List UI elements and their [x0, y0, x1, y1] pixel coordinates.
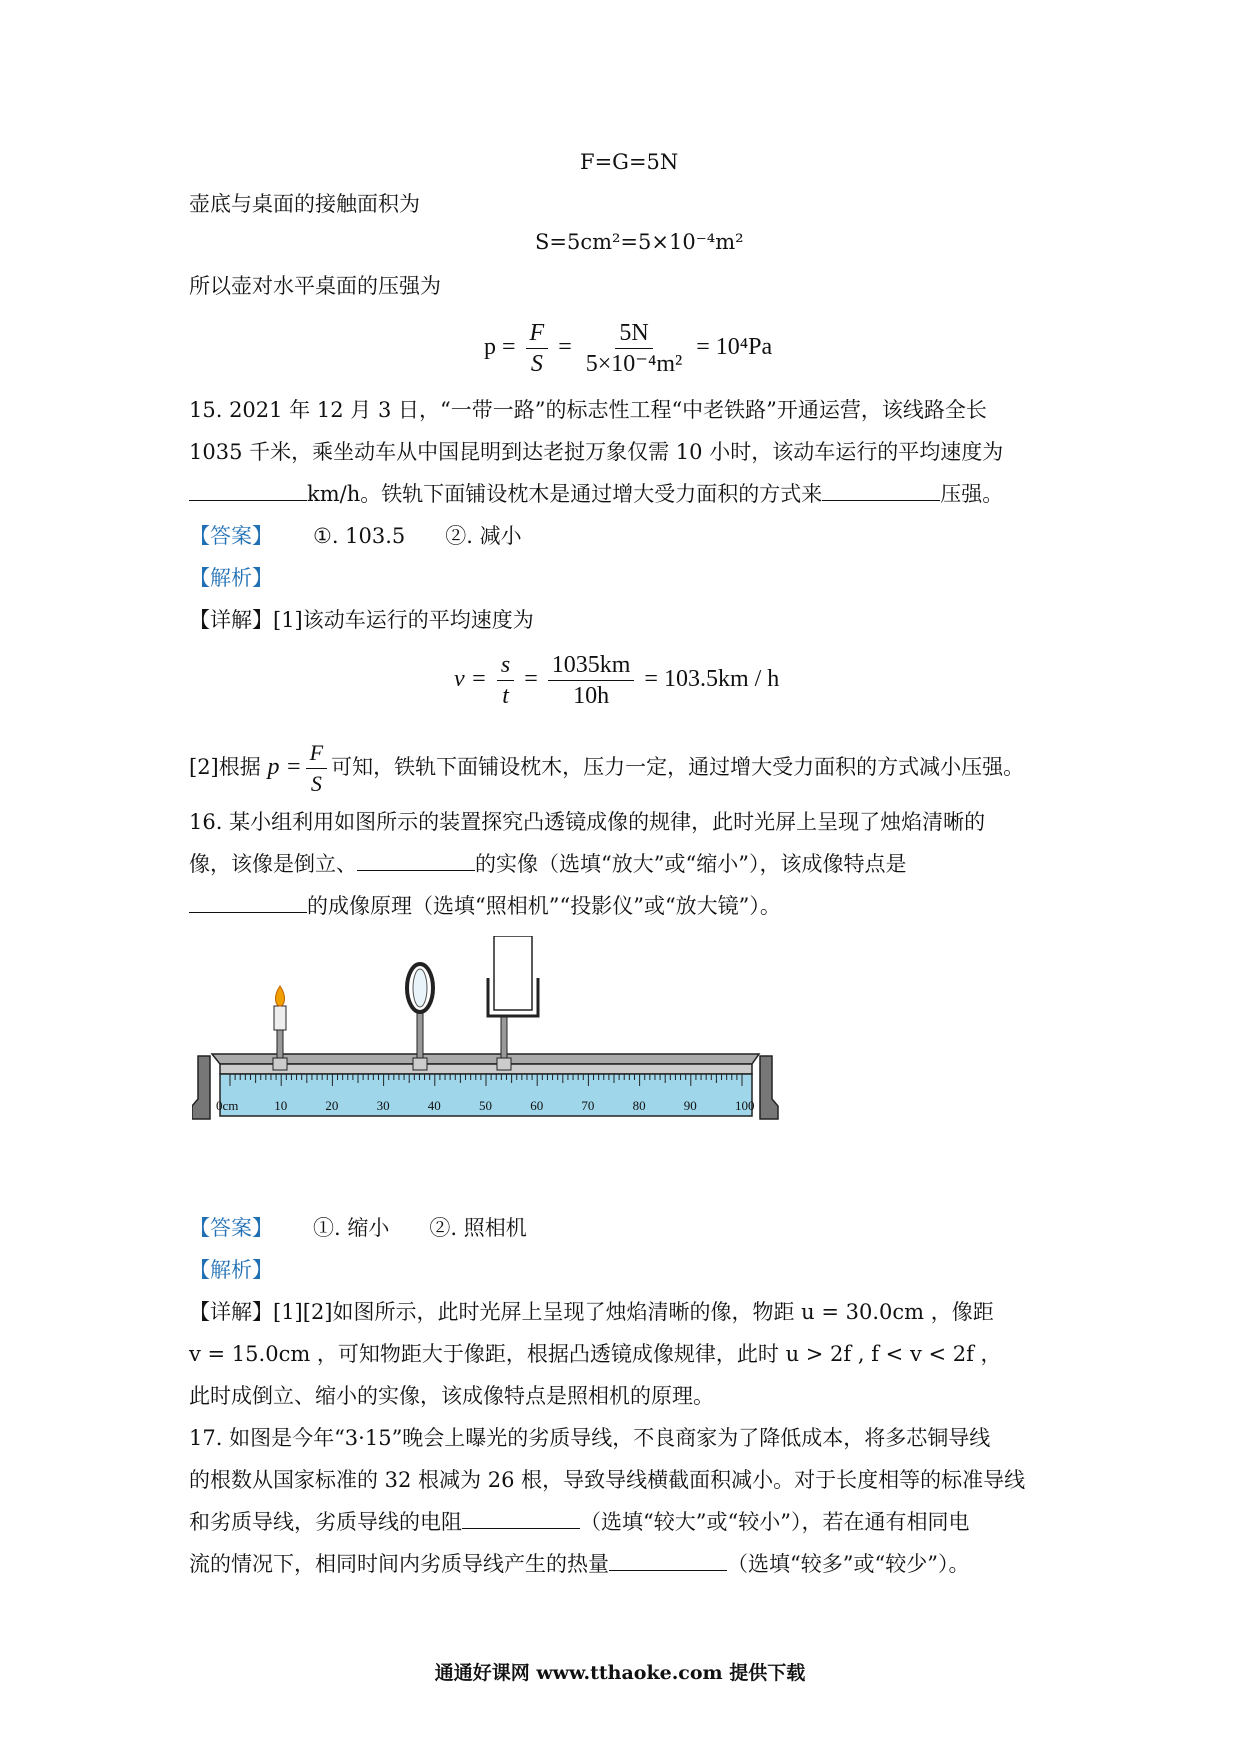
answer-blank[interactable] [189, 892, 307, 913]
answer-blank[interactable] [609, 1550, 727, 1571]
ruler-label: 40 [427, 1098, 441, 1113]
answer-blank[interactable] [822, 480, 940, 501]
ruler-label: 70 [581, 1098, 595, 1113]
q16-line3: 的成像原理（选填“照相机”“投影仪”或“放大镜”）。 [189, 892, 781, 920]
ruler-label: 30 [376, 1098, 390, 1113]
q16-answer: 【答案】 ①. 缩小 ②. 照相机 [189, 1216, 527, 1240]
q17-line4: 流的情况下，相同时间内劣质导线产生的热量 （选填“较多”或“较少”）。 [189, 1552, 970, 1576]
ruler-label: 10 [274, 1098, 288, 1113]
q16-detail1: 【详解】[1][2]如图所示，此时光屏上呈现了烛焰清晰的像，物距 u = 30.0cm ，像距 [189, 1300, 994, 1324]
q16-line2: 像，该像是倒立、 的实像（选填“放大”或“缩小”），该成像特点是 [189, 852, 907, 876]
ruler-label: 0cm [216, 1098, 239, 1113]
q16-detail2: v = 15.0cm ，可知物距大于像距，根据凸透镜成像规律，此时 u > 2f , f < v < 2f ， [189, 1342, 1002, 1366]
answer-blank[interactable] [462, 1508, 580, 1529]
ruler-label: 20 [325, 1098, 339, 1113]
page-footer: 通通好课网 www.tthaoke.com 提供下载 [434, 1662, 806, 1684]
ruler-label: 60 [530, 1098, 544, 1113]
q17-line3: 和劣质导线，劣质导线的电阻 （选填“较大”或“较小”），若在通有相同电 [189, 1510, 970, 1534]
ruler-label: 100 [735, 1098, 755, 1113]
optical-bench-figure [192, 936, 782, 1146]
q17-line1: 17. 如图是今年“3·15”晚会上曝光的劣质导线，不良商家为了降低成本，将多芯铜导线 [189, 1426, 991, 1450]
ruler-label: 80 [632, 1098, 646, 1113]
text-pressure: 所以壶对水平桌面的压强为 [189, 274, 441, 298]
q15-line1: 15. 2021 年 12 月 3 日，“一带一路”的标志性工程“中老铁路”开通运营，该线路全长 [189, 398, 987, 422]
q15-detail2: [2]根据 p = $\frac{F}{S}$ 可知，铁轨下面铺设枕木，压力一定，通过增大受力面积的方式减小压强。 [189, 740, 1025, 796]
q15-detail: 【详解】[1]该动车运行的平均速度为 [189, 608, 534, 632]
q15-analysis-label: 【解析】 [189, 566, 273, 590]
q15-line3: km/h。铁轨下面铺设枕木是通过增大受力面积的方式来 压强。 [189, 480, 1003, 508]
answer-blank[interactable] [189, 480, 307, 501]
ruler-label: 90 [683, 1098, 697, 1113]
q17-line2: 的根数从国家标准的 32 根减为 26 根，导致导线横截面积减小。对于长度相等的标准导线 [189, 1468, 1026, 1492]
text-contact-area: 壶底与桌面的接触面积为 [189, 192, 420, 216]
q15-equation: v = $\frac{s}{t}$ = $\frac{1035km}{10h}$ = 103.5km / h [454, 652, 780, 709]
answer-blank[interactable] [357, 850, 475, 871]
equation-force: F=G=5N [580, 150, 679, 174]
q15-line2: 1035 千米，乘坐动车从中国昆明到达老挝万象仅需 10 小时，该动车运行的平均速度为 [189, 440, 1004, 464]
q16-analysis-label: 【解析】 [189, 1258, 273, 1282]
q16-line1: 16. 某小组利用如图所示的装置探究凸透镜成像的规律，此时光屏上呈现了烛焰清晰的 [189, 810, 986, 834]
q16-detail3: 此时成倒立、缩小的实像，该成像特点是照相机的原理。 [189, 1384, 714, 1408]
q15-answer: 【答案】 ①. 103.5 ②. 减小 [189, 524, 522, 548]
ruler-label: 50 [479, 1098, 492, 1113]
equation-pressure: p = $\frac{F}{S}$ = $\frac{5N}{\text{5×10⁻⁴m²}}$ = 10⁴Pa [484, 320, 773, 377]
equation-area: S=5cm²=5×10⁻⁴m² [535, 230, 744, 254]
